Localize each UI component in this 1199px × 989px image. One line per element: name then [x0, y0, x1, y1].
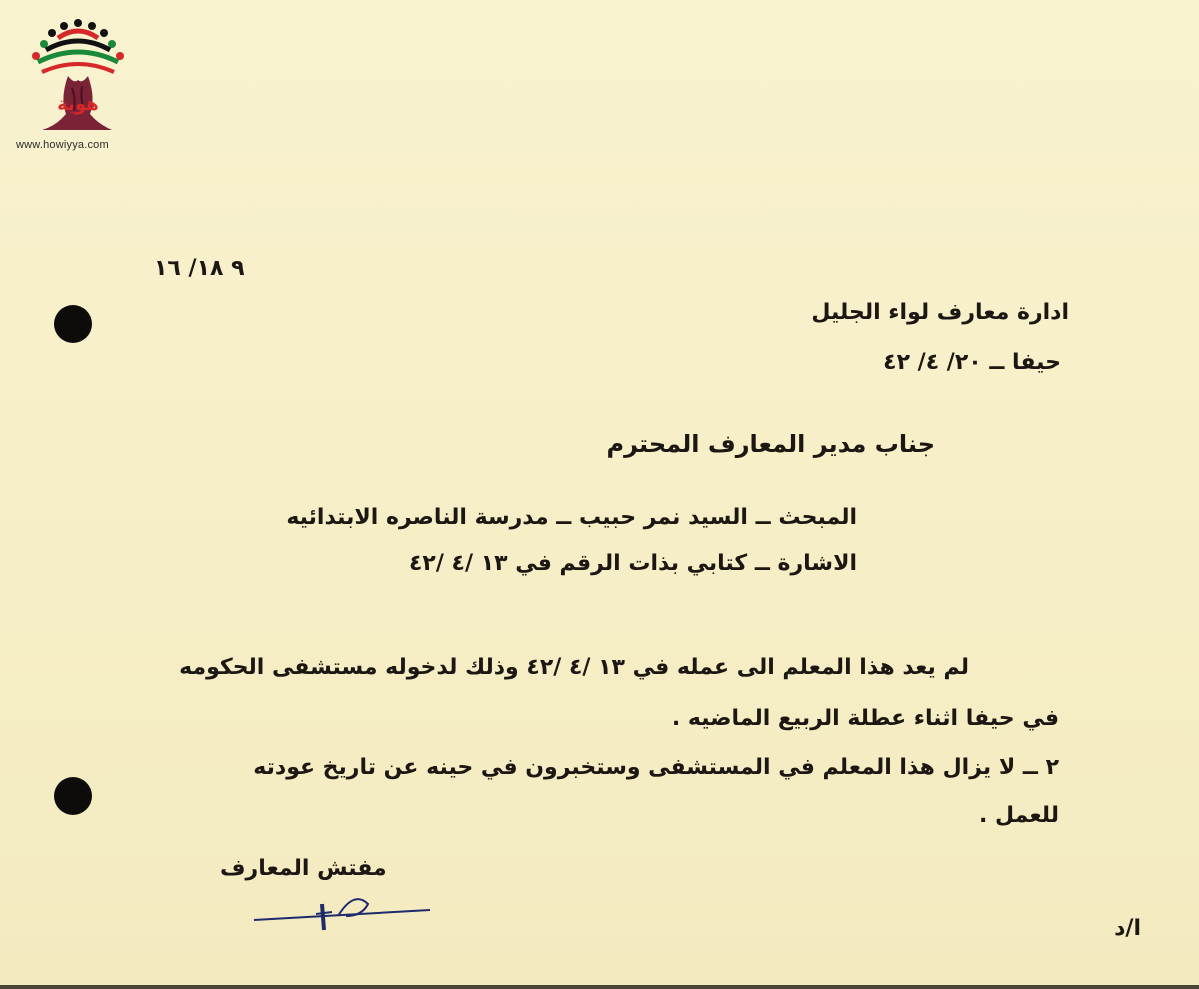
howiyya-tree-logo — [16, 18, 140, 158]
svg-text:هوية: هوية — [57, 94, 99, 115]
page-edge — [0, 985, 1199, 989]
body-line-4: للعمل . — [978, 803, 1059, 828]
reference-line: الاشارة ــ كتابي بذات الرقم في ١٣ /٤ /٤٢ — [408, 551, 857, 576]
watermark-url: www.howiyya.com — [16, 139, 109, 151]
body-line-3: ٢ ــ لا يزال هذا المعلم في المستشفى وستخبرون في حينه عن تاريخ عودته — [253, 755, 1059, 780]
body-line-1: لم يعد هذا المعلم الى عمله في ١٣ /٤ /٤٢ وذلك لدخوله مستشفى الحكومه — [179, 655, 969, 680]
handwritten-signature — [250, 886, 440, 936]
subject-line: المبحث ــ السيد نمر حبيب ــ مدرسة الناصره الابتدائيه — [286, 505, 857, 530]
addressee: جناب مدير المعارف المحترم — [606, 430, 935, 458]
signature-title: مفتش المعارف — [220, 856, 387, 881]
footer-code: ا/د — [1114, 916, 1141, 941]
punch-hole-top — [54, 305, 92, 343]
sender-department: ادارة معارف لواء الجليل — [811, 300, 1069, 325]
file-number: ٩ ١٨/ ١٦ — [154, 256, 245, 281]
place-and-date: حيفا ــ ٢٠/ ٤/ ٤٢ — [883, 350, 1061, 375]
punch-hole-bottom — [54, 777, 92, 815]
people-figures-icon — [32, 19, 124, 72]
body-line-2: في حيفا اثناء عطلة الربيع الماضيه . — [671, 706, 1059, 731]
